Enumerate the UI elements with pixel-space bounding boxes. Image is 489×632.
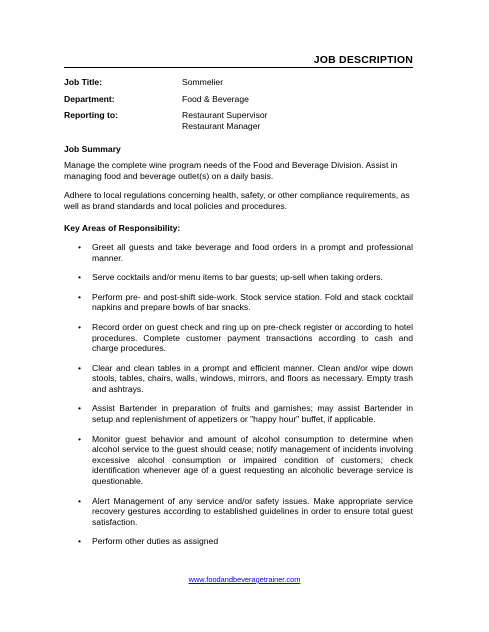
list-item xyxy=(64,496,413,528)
bullet-icon: • xyxy=(78,536,82,547)
list-item xyxy=(64,242,413,263)
footer-website-link[interactable]: www.foodandbeveragetrainer.com xyxy=(188,575,301,584)
responsibilities-list xyxy=(64,242,413,547)
bullet-icon: • xyxy=(78,272,82,283)
bullet-icon: • xyxy=(78,433,82,444)
list-item xyxy=(64,322,413,354)
header-divider xyxy=(64,67,413,68)
bullet-icon: • xyxy=(78,241,82,252)
reporting-value: Restaurant Supervisor xyxy=(182,110,268,121)
list-item xyxy=(64,536,413,547)
department-label: Department: xyxy=(64,93,115,104)
reporting-label: Reporting to: xyxy=(64,110,118,121)
document-title: JOB DESCRIPTION xyxy=(313,54,413,66)
responsibilities-heading: Key Areas of Responsibility: xyxy=(64,223,181,234)
list-item xyxy=(64,403,413,424)
job-title-row xyxy=(64,77,413,88)
document-body xyxy=(64,77,413,556)
reporting-values xyxy=(182,110,413,131)
list-item-text: Perform other duties as assigned xyxy=(92,536,219,547)
department-value: Food & Beverage xyxy=(182,93,249,104)
list-item-text: Alert Management of any service and/or safety issues. Make appropriate service recovery gestures according to established guidelines in order to ensure total guest satisfaction. xyxy=(92,495,413,527)
summary-paragraph: Manage the complete wine program needs of the Food and Beverage Division. Assist in managing food and beverage outlet(s) on a daily basis. xyxy=(64,159,398,181)
list-item xyxy=(64,292,413,313)
list-item xyxy=(64,434,413,487)
list-item-text: Greet all guests and take beverage and food orders in a prompt and professional manner. xyxy=(92,241,413,263)
list-item-text: Monitor guest behavior and amount of alcohol consumption to determine when alcohol service to the guest should cease; notify management of incidents involving excessive alcohol consumption or impaired condition of customers; check identification whenever age of a guest requesting an alcoholic beverage service is questionable. xyxy=(92,433,413,487)
department-row xyxy=(64,94,413,105)
bullet-icon: • xyxy=(78,321,82,332)
bullet-icon: • xyxy=(78,291,82,302)
reporting-value: Restaurant Manager xyxy=(182,120,261,131)
list-item xyxy=(64,272,413,283)
summary-heading: Job Summary xyxy=(64,144,121,155)
job-title-value: Sommelier xyxy=(182,77,224,87)
job-title-label: Job Title: xyxy=(64,77,103,87)
summary-paragraph: Adhere to local regulations concerning health, safety, or other compliance requirements, as well as brand standards and local policies and procedures. xyxy=(64,190,410,211)
list-item-text: Perform pre- and post-shift side-work. Stock service station. Fold and stack cocktail napkins and prepare bowls of bar snacks. xyxy=(92,291,413,313)
list-item-text: Clear and clean tables in a prompt and efficient manner. Clean and/or wipe down stools, tables, chairs, walls, windows, mirrors, and floors as necessary. Empty trash and ashtrays. xyxy=(92,362,413,394)
list-item-text: Assist Bartender in preparation of fruits and garnishes; may assist Bartender in setup and replenishment of appetizers or "happy hour" buffet, if applicable. xyxy=(92,403,413,425)
list-item-text: Serve cocktails and/or menu items to bar guests; up-sell when taking orders. xyxy=(92,272,383,283)
bullet-icon: • xyxy=(78,495,82,506)
bullet-icon: • xyxy=(78,403,82,414)
list-item-text: Record order on guest check and ring up on pre-check register or according to hotel procedures. Complete customer payment transactions according to cash and charge procedures. xyxy=(92,321,413,354)
reporting-row xyxy=(64,110,413,131)
bullet-icon: • xyxy=(78,362,82,373)
list-item xyxy=(64,363,413,395)
